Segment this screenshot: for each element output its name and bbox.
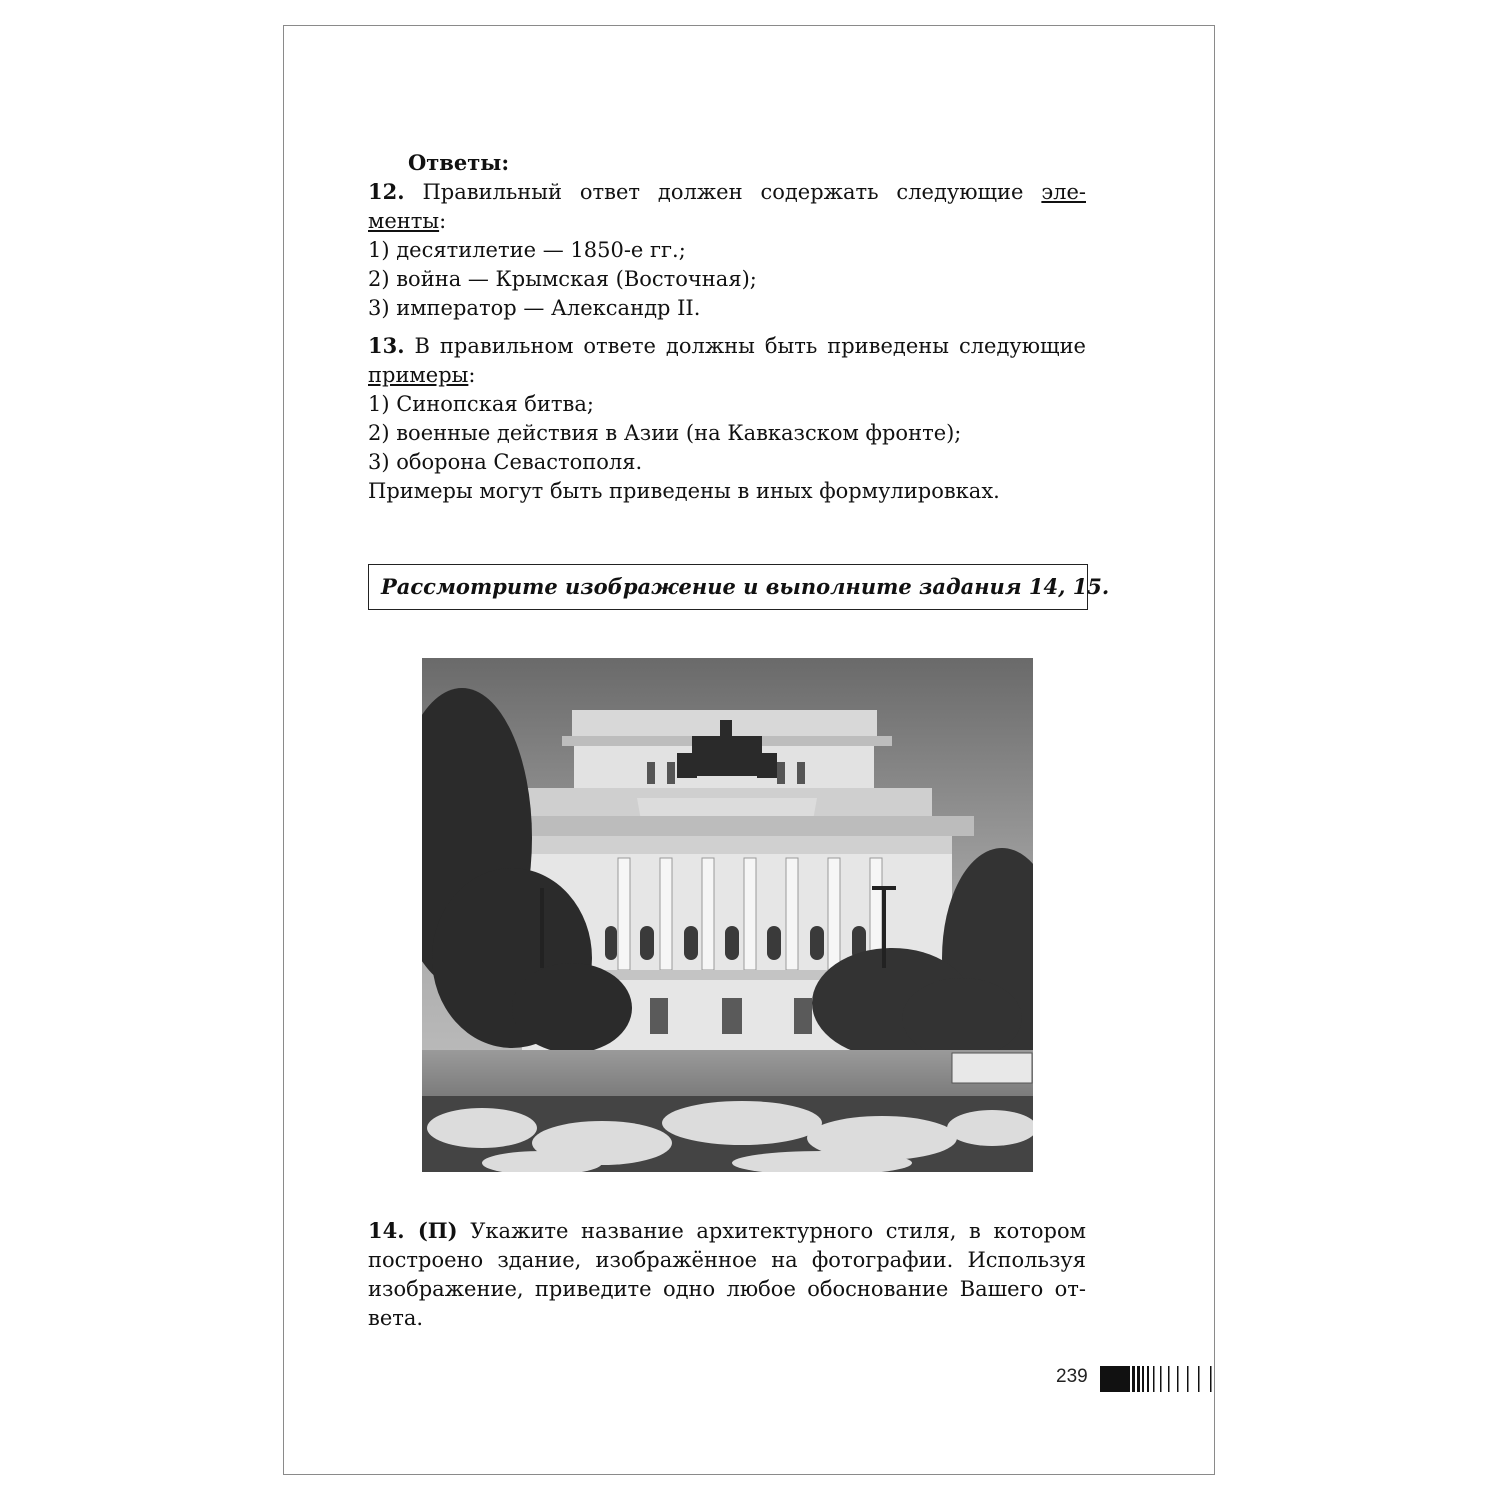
answer-13-note: Примеры могут быть приведены в иных формулировках.	[368, 479, 1000, 503]
answer-12-number: 12.	[368, 179, 405, 204]
answer-12-intro: Правильный ответ должен содержать следующие	[422, 180, 1024, 204]
answer-12-item: 2) война — Крымская (Восточная);	[368, 267, 757, 291]
answer-12-item: 3) император — Александр II.	[368, 296, 701, 320]
answers-heading: Ответы:	[408, 150, 510, 175]
answers-section	[368, 148, 1086, 506]
answer-13-item: 1) Синопская битва;	[368, 392, 594, 416]
answer-12-item: 1) десятилетие — 1850-е гг.;	[368, 238, 686, 262]
answer-13-item: 2) военные действия в Азии (на Кавказском фронте);	[368, 421, 962, 445]
answer-12-underlined-b: менты	[368, 209, 440, 233]
answer-13-underlined: примеры	[368, 363, 469, 387]
answer-12-underlined-a: эле-	[1041, 180, 1086, 204]
answer-13-number: 13.	[368, 333, 405, 358]
page-edge-marker	[1100, 1366, 1216, 1392]
theatre-photo	[422, 658, 1033, 1172]
book-page	[283, 25, 1215, 1475]
answer-13-item: 3) оборона Севастополя.	[368, 450, 643, 474]
answer-13: 13. В правильном ответе должны быть приведены следующие примеры: 1) Синопская битва; 2) военные действия в Азии (на Кавказском фронте); 3) оборона Севастополя. Примеры могут быть приведены в иных формулировках.	[368, 331, 1086, 506]
page-number: 239	[1056, 1366, 1088, 1387]
question-14-number: 14. (П)	[368, 1218, 458, 1243]
task-instruction-box: Рассмотрите изображение и выполните задания 14, 15.	[368, 564, 1088, 610]
question-14: 14. (П) Укажите название архитектурного стиля, в котором построено здание, изображённое на фотографии. Используя изображение, приведите одно любое обоснование Вашего от- вета.	[368, 1218, 1086, 1330]
building-photo-illustration	[422, 658, 1033, 1172]
answer-13-intro: В правильном ответе должны быть приведены следующие	[414, 334, 1086, 358]
answer-12: 12. Правильный ответ должен содержать следующие эле- менты: 1) десятилетие — 1850-е гг.; 2) война — Крымская (Восточная); 3) император — Александр II.	[368, 177, 1086, 323]
